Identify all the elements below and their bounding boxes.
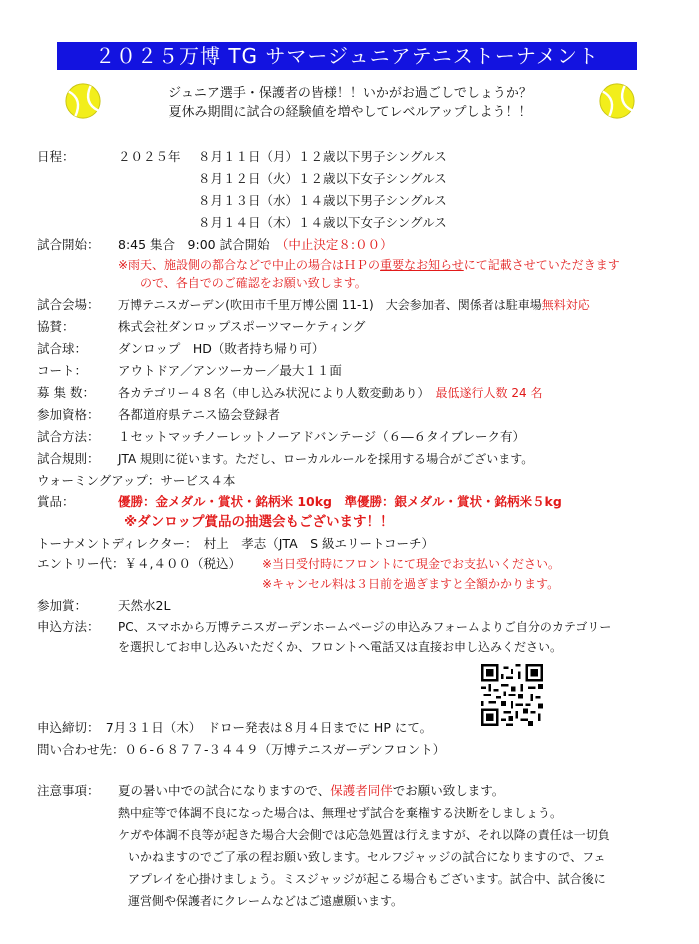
venue-label: 試合会場： — [37, 297, 100, 312]
format-value: １セットマッチノーレットノーアドバンテージ（６―６タイブレーク有） — [118, 429, 526, 444]
guardian-required: 保護者同伴 — [330, 783, 393, 798]
fee-note: ※キャンセル料は３日前を過ぎますと全額かかります。 — [262, 577, 560, 591]
rain-note-text: にて記載させていただきます — [463, 258, 620, 272]
notes-line — [118, 783, 504, 799]
notes-label: 注意事項： — [37, 783, 100, 798]
notes-line: いかねますのでご了承の程お願い致します。セルフジャッジの試合になりますので、フェ — [128, 850, 606, 864]
qr-code-icon[interactable] — [481, 664, 543, 726]
director-text: トーナメントディレクター： 村上 孝志（JTA S 級エリートコーチ） — [37, 536, 435, 551]
schedule-item: ８月１１日（月）１２歳以下男子シングルス — [198, 149, 447, 164]
eligibility-value: 各都道府県テニス協会登録者 — [118, 407, 281, 422]
schedule-item: ８月１４日（木）１４歳以下女子シングルス — [198, 215, 447, 230]
start-value — [118, 237, 393, 253]
notes-text: 夏の暑い中での試合になりますので、 — [118, 783, 331, 798]
tennis-ball-icon — [598, 82, 636, 120]
tennis-ball-icon — [64, 82, 102, 120]
intro-line: 夏休み期間に試合の経験値を増やしてレベルアップしよう！！ — [168, 105, 532, 120]
gift-value: 天然水2L — [118, 598, 171, 613]
contact-text: 問い合わせ先：０６-６８７７-３４４９（万博テニスガーデンフロント） — [37, 742, 446, 757]
notes-line: ケガや体調不良等が起きた場合大会側では応急処置は行えますが、それ以降の責任は一切負 — [118, 828, 610, 842]
entry-fee: エントリー代：￥４,４００（税込） — [37, 556, 241, 571]
cancel-decision: （中止決定８:００） — [282, 237, 393, 252]
prize-line: 優勝：金メダル・賞状・銘柄米 10kg 準優勝：銀メダル・賞状・銘柄米５kg — [118, 494, 562, 509]
capacity-label: 募 集 数： — [37, 385, 95, 400]
start-label: 試合開始： — [37, 237, 100, 252]
notes-text: でお願い致します。 — [392, 783, 505, 798]
venue-text: 万博テニスガーデン(吹田市千里万博公園 11-1) 大会参加者、関係者は駐車場 — [118, 298, 542, 312]
schedule-item: ８月１３日（水）１４歳以下男子シングルス — [198, 193, 447, 208]
apply-label: 申込方法： — [37, 619, 100, 634]
start-time: 8:45 集合 9:00 試合開始 — [118, 237, 270, 252]
apply-text: を選択してお申し込みいただくか、フロントへ電話又は直接お申し込みください。 — [118, 640, 563, 654]
rain-note — [118, 257, 620, 273]
fee-note: ※当日受付時にフロントにて現金でお支払いください。 — [262, 557, 561, 571]
rules-label: 試合規則： — [37, 451, 100, 466]
sponsor-value: 株式会社ダンロップスポーツマーケティング — [118, 319, 366, 334]
intro-line: ジュニア選手・保護者の皆様！！いかがお過ごしでしょうか？ — [168, 86, 532, 101]
schedule-label: 日程： — [37, 149, 75, 164]
ball-value: ダンロップ HD（敗者持ち帰り可） — [118, 341, 325, 356]
gift-label: 参加賞： — [37, 598, 88, 613]
warmup-text: ウォーミングアップ：サービス４本 — [37, 473, 236, 488]
parking-free: 無料対応 — [541, 298, 590, 312]
sponsor-label: 協賛： — [37, 319, 75, 334]
ball-label: 試合球： — [37, 341, 88, 356]
capacity-value — [118, 385, 542, 401]
court-value: アウトドア／アンツーカー／最大１１面 — [118, 363, 342, 378]
deadline-text: 申込締切： 7月３１日（木） ドロー発表は８月４日までに HP にて。 — [37, 720, 433, 735]
capacity-text: 各カテゴリー４８名（申し込み状況により人数変動あり） — [118, 386, 424, 400]
court-label: コート： — [37, 363, 88, 378]
notes-line: 熱中症等で体調不良になった場合は、無理せず試合を棄権する決断をしましょう。 — [118, 806, 563, 820]
notes-line: アプレイを心掛けましょう。ミスジャッジが起こる場合もございます。試合中、試合後に — [128, 872, 606, 886]
schedule-year: ２０２５年 — [118, 149, 181, 164]
rules-value: JTA 規則に従います。ただし、ローカルルールを採用する場合がございます。 — [118, 452, 534, 466]
schedule-item: ８月１２日（火）１２歳以下女子シングルス — [198, 171, 447, 186]
format-label: 試合方法： — [37, 429, 100, 444]
apply-text: PC、スマホから万博テニスガーデンホームページの申込みフォームよりご自分のカテゴリー — [118, 620, 612, 634]
prize-label: 賞品： — [37, 494, 75, 509]
venue-value — [118, 297, 590, 313]
notes-line: 運営側や保護者にクレームなどはご遠慮願います。 — [128, 894, 404, 908]
prize-lottery: ※ダンロップ賞品の抽選会もございます！！ — [124, 514, 394, 530]
minimum-players: 最低遂行人数 24 名 — [435, 386, 543, 400]
important-notice-link[interactable]: 重要なお知らせ — [380, 258, 464, 272]
rain-note-line2: ので、各自でのご確認をお願い致します。 — [140, 276, 367, 290]
eligibility-label: 参加資格： — [37, 407, 100, 422]
page-title: ２０２５万博 TG サマージュニアテニストーナメント — [57, 42, 637, 70]
rain-note-text: ※雨天、施設側の都合などで中止の場合はＨＰの — [118, 258, 381, 272]
